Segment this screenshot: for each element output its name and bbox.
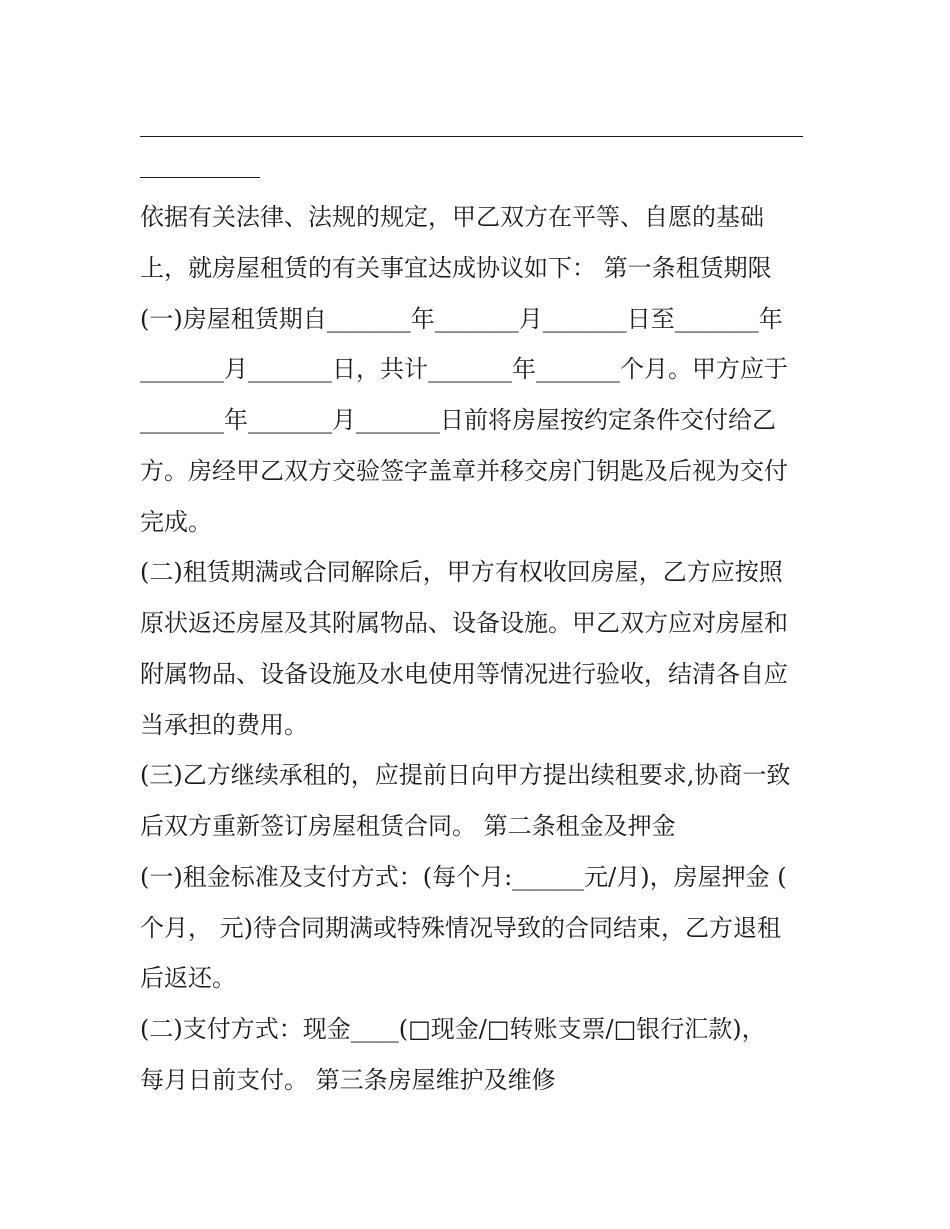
text-line: 方。房经甲乙双方交验签字盖章并移交房门钥匙及后视为交付 [140, 456, 788, 485]
text-line: 上，就房屋租赁的有关事宜达成协议如下： 第一条租赁期限 [140, 253, 772, 282]
text-line: (二)支付方式：现金____(□现金/□转账支票/□银行汇款)， [140, 1015, 766, 1043]
text-line: (二)租赁期满或合同解除后，甲方有权收回房屋，乙方应按照 [140, 558, 783, 587]
contract-body [140, 192, 820, 1106]
text-line: (三)乙方继续承租的，应提前日向甲方提出续租要求,协商一致 [140, 761, 791, 790]
text-line: _______月_______日，共计_______年_______个月。甲方应于 [140, 355, 788, 384]
text-line: 个月， 元)待合同期满或特殊情况导致的合同结束，乙方退租 [140, 913, 781, 942]
text-line: 后返还。 [140, 964, 236, 993]
text-line: 依据有关法律、法规的规定，甲乙双方在平等、自愿的基础 [140, 203, 764, 231]
blank-fill-line [140, 136, 803, 137]
text-line: (一)房屋租赁期自_______年_______月_______日至_______年 [140, 304, 783, 333]
text-line: 后双方重新签订房屋租赁合同。 第二条租金及押金 [140, 812, 676, 840]
text-line: 完成。 [140, 507, 212, 536]
blank-fill-line-short [140, 177, 260, 178]
text-line: 附属物品、设备设施及水电使用等情况进行验收，结清各自应 [140, 659, 788, 688]
text-line: (一)租金标准及支付方式：(每个月:______元/月)，房屋押金 ( [140, 862, 787, 891]
text-line: 当承担的费用。 [140, 710, 308, 739]
text-line: 原状返还房屋及其附属物品、设备设施。甲乙双方应对房屋和 [140, 609, 788, 637]
text-line: _______年_______月_______日前将房屋按约定条件交付给乙 [140, 406, 776, 434]
text-line: 每月日前支付。 第三条房屋维护及维修 [140, 1065, 556, 1094]
